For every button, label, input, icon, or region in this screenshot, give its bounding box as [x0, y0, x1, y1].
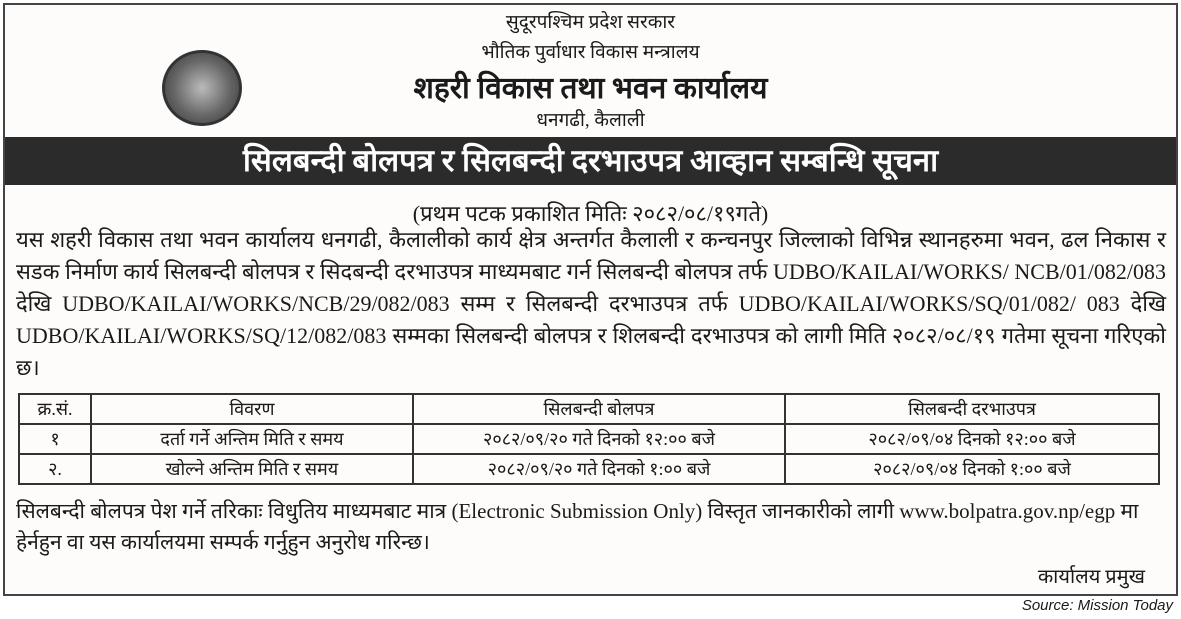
col-header-bid: सिलबन्दी बोलपत्र	[413, 394, 785, 424]
table-header-row	[19, 394, 1159, 424]
col-header-sn: क्र.सं.	[19, 394, 91, 424]
office-name: शहरी विकास तथा भवन कार्यालय	[413, 72, 768, 105]
cell: २०८२/०९/०४ दिनको १:०० बजे	[785, 454, 1159, 484]
col-header-quotation: सिलबन्दी दरभाउपत्र	[785, 394, 1159, 424]
table-row	[19, 424, 1159, 454]
cell: २.	[19, 454, 91, 484]
cell: खोल्ने अन्तिम मिति र समय	[91, 454, 413, 484]
ministry-name: भौतिक पुर्वाधार विकास मन्त्रालय	[481, 42, 700, 63]
cell: २०८२/०९/२० गते दिनको १२:०० बजे	[413, 424, 785, 454]
col-header-description: विवरण	[91, 394, 413, 424]
cell: दर्ता गर्ने अन्तिम मिति र समय	[91, 424, 413, 454]
cell: २०८२/०९/२० गते दिनको १:०० बजे	[413, 454, 785, 484]
province-name: सुदूरपश्चिम प्रदेश सरकार	[505, 12, 676, 33]
publication-date: (प्रथम पटक प्रकाशित मितिः २०८२/०८/१९गते)	[412, 201, 769, 226]
notice-title: सिलबन्दी बोलपत्र र सिलबन्दी दरभाउपत्र आव्हान सम्बन्धि सूचना	[5, 137, 1176, 185]
table-row	[19, 454, 1159, 484]
notice-body: यस शहरी विकास तथा भवन कार्यालय धनगढी, कैलालीको कार्य क्षेत्र अन्तर्गत कैलाली र कन्चनपुर जिल्लाको विभिन्न स्थानहरुमा भवन, ढल निकास र सडक निर्माण कार्य सिलबन्दी बोलपत्र र सिदबन्दी दरभाउपत्र माध्यमबाट गर्न सिलबन्दी बोलपत्र तर्फ UDBO/KAILAI/WORKS/ NCB/01/082/083 देखि UDBO/KAILAI/WORKS/NCB/29/082/083 सम्म र सिलबन्दी दरभाउपत्र तर्फ UDBO/KAILAI/WORKS/SQ/01/082/ 083 देखि UDBO/KAILAI/WORKS/SQ/12/082/083 सम्मका सिलबन्दी बोलपत्र र शिलबन्दी दरभाउपत्र को लागी मिति २०८२/०८/१९ गतेमा सूचना गरिएको छ।	[16, 227, 1166, 380]
cell: १	[19, 424, 91, 454]
signature-office-chief: कार्यालय प्रमुख	[1037, 566, 1145, 588]
office-location: धनगढी, कैलाली	[536, 110, 645, 131]
submission-info: सिलबन्दी बोलपत्र पेश गर्ने तरिकाः विधुतिय माध्यमबाट मात्र (Electronic Submission Only) विस्तृत जानकारीको लागी www.bolpatra.gov.np/egp मा हेर्नहुन वा यस कार्यालयमा सम्पर्क गर्नुहुन अनुरोध गरिन्छ।	[16, 499, 1139, 554]
source-credit: Source: Mission Today	[1021, 597, 1173, 614]
cell: २०८२/०९/०४ दिनको १२:०० बजे	[785, 424, 1159, 454]
schedule-table	[18, 393, 1160, 485]
